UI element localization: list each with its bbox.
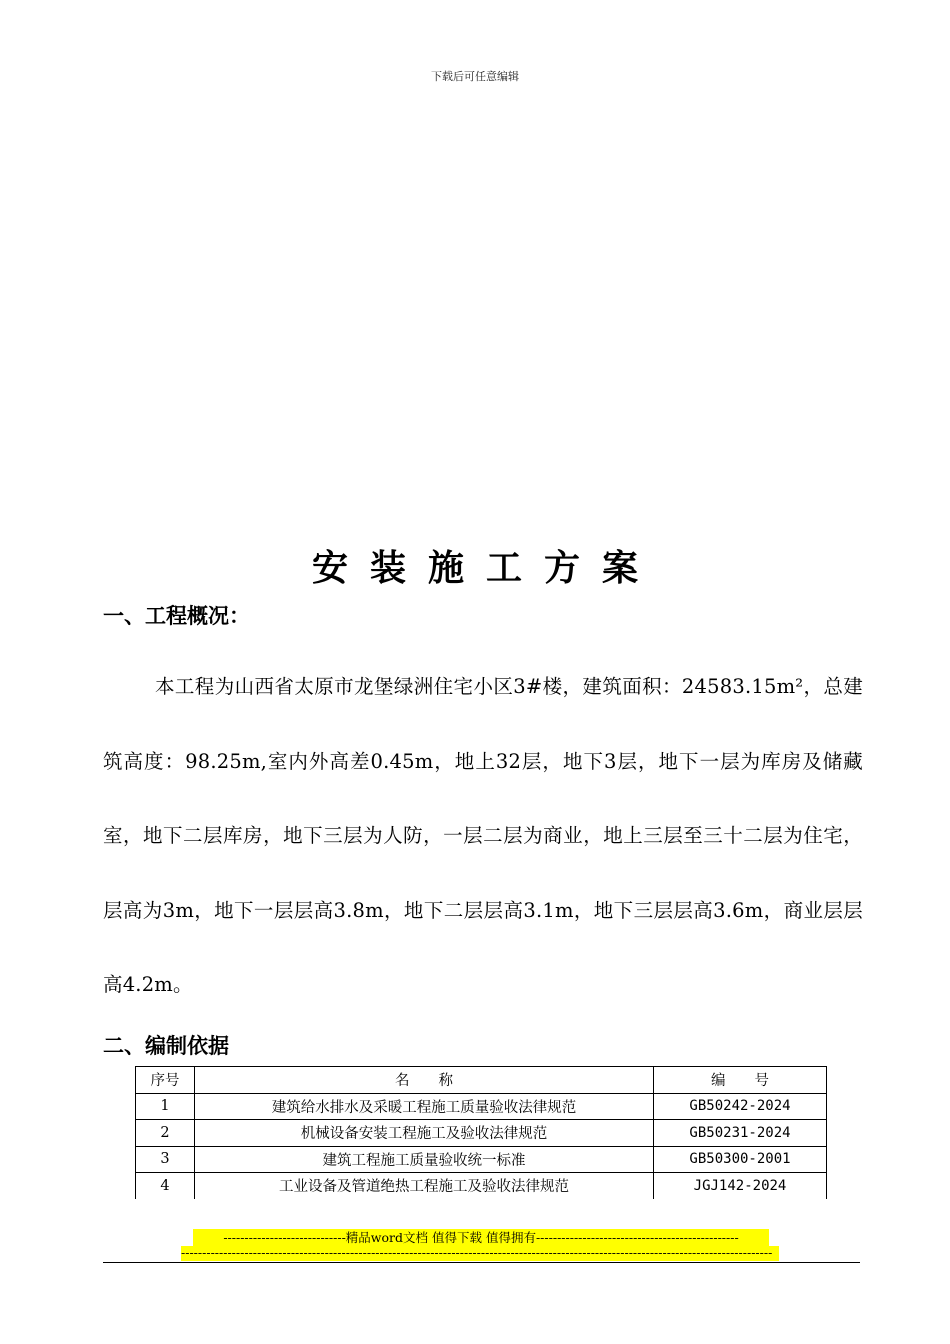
row-name: 建筑给水排水及采暖工程施工质量验收法律规范 — [195, 1093, 654, 1120]
table-row — [136, 1093, 827, 1120]
row-name: 机械设备安装工程施工及验收法律规范 — [195, 1120, 654, 1147]
basis-table — [135, 1066, 827, 1199]
row-index: 3 — [136, 1146, 195, 1173]
table-row — [136, 1146, 827, 1173]
footer-divider — [103, 1262, 860, 1263]
row-name: 工业设备及管道绝热工程施工及验收法律规范 — [195, 1173, 654, 1199]
table-row — [136, 1173, 827, 1199]
row-code: JGJ142-2024 — [654, 1173, 827, 1199]
table-header-row — [136, 1067, 827, 1094]
header-code: 编 号 — [654, 1067, 827, 1094]
table-row — [136, 1120, 827, 1147]
row-code: GB50242-2024 — [654, 1093, 827, 1120]
header-note: 下载后可任意编辑 — [431, 70, 519, 83]
section-heading-overview: 一、工程概况： — [103, 604, 250, 628]
row-index: 1 — [136, 1093, 195, 1120]
header-index: 序号 — [136, 1067, 195, 1094]
row-name: 建筑工程施工质量验收统一标准 — [195, 1146, 654, 1173]
footer-dash-line: -------------------------------------------------------------------------------------------------------------------------------------------- — [181, 1246, 779, 1261]
row-index: 4 — [136, 1173, 195, 1199]
row-code: GB50300-2001 — [654, 1146, 827, 1173]
row-code: GB50231-2024 — [654, 1120, 827, 1147]
document-title: 安装施工方案 — [311, 548, 660, 589]
row-index: 2 — [136, 1120, 195, 1147]
footer-banner: -----------------------------精品word文档 值得下载 值得拥有------------------------------------------------ — [193, 1229, 769, 1246]
section-heading-basis: 二、编制依据 — [103, 1034, 229, 1058]
overview-paragraph: 本工程为山西省太原市龙堡绿洲住宅小区3#楼，建筑面积：24583.15m²，总建筑高度：98.25m,室内外高差0.45m，地上32层，地下3层，地下一层为库房及储藏室，地下二层库房，地下三层为人防，一层二层为商业，地上三层至三十二层为住宅，层高为3m，地下一层层高3.8m，地下二层层高3.1m，地下三层层高3.6m，商业层层高4.2m。 — [103, 675, 863, 996]
header-name: 名 称 — [195, 1067, 654, 1094]
